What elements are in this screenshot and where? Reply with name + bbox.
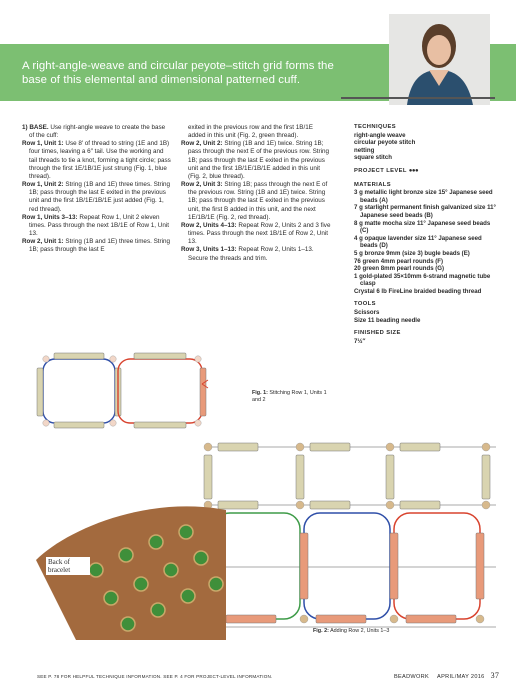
technique-item: square stitch (354, 154, 392, 162)
material-item: 20 green 8mm pearl rounds (G) (354, 265, 445, 273)
material-item: 76 green 4mm pearl rounds (F) (354, 257, 444, 265)
material-item: 5 g bronze 9mm (size 3) bugle beads (E) (354, 249, 470, 257)
step-row2-unit3: Row 2, Unit 3: String 1B; pass through the next E of the previous row. String (1B and 1E) twice. String 1B; pass through the last E exited in the previous unit, the first B added in this unit, and the next 1E/1B/1E (Fig. 2, red thread). (181, 181, 328, 221)
fig1-diagram (34, 350, 214, 430)
finished-size-value: 7½″ (354, 337, 366, 345)
step-row1-unit1: Row 1, Unit 1: Use 8′ of thread to string (1E and 1B) four times, leaving a 6″ tail. Use the working and tail threads to tie a knot, forming a tight circle; pass through the first 1E/1B/1E just strung (Fig. 1, blue thread). (22, 140, 171, 180)
sidebar-rule (341, 97, 495, 99)
tool-item: Scissors (354, 309, 380, 317)
tools-heading: TOOLS (354, 301, 376, 308)
photo-label: Back of bracelet (46, 557, 90, 575)
designer-photo (389, 14, 490, 105)
issue-date: APRIL/MAY 2016 (437, 674, 485, 680)
step-row2-units4-13: Row 2, Units 4–13: Repeat Row 2, Units 2 and 3 five times. Pass through the next 1B/1E of Row 2, Unit 13. (181, 221, 331, 246)
material-item: 1 gold-plated 35×10mm 6-strand magnetic tube clasp (354, 272, 491, 288)
footer-note: SEE P. 78 FOR HELPFUL TECHNIQUE INFORMATION. SEE P. 4 FOR PROJECT-LEVEL INFORMATION. (37, 674, 273, 679)
project-sidebar (354, 124, 496, 345)
step-row3: Row 3, Units 1–13: Repeat Row 2, Units 1–13. Secure the threads and trim. (181, 246, 314, 262)
fig1-caption: Fig. 1: Stitching Row 1, Units 1 and 2 (252, 390, 327, 403)
tool-item: Size 11 beading needle (354, 316, 421, 324)
technique-item: circular peyote stitch (354, 139, 416, 147)
step-row1-units3-13: Row 1, Units 3–13: Repeat Row 1, Unit 2 eleven times. Pass through the next 1B/1E of Row 1, Unit 13. (22, 213, 170, 238)
page-number: 37 (490, 671, 500, 680)
material-item: 8 g matte mocha size 11° Japanese seed beads (C) (354, 219, 491, 235)
fig2-caption: Fig. 2: Adding Row 2, Units 1–3 (313, 628, 390, 634)
project-level: PROJECT LEVEL ●●● (354, 167, 419, 174)
step-row2-unit1-cont: exited in the previous row and the first 1B/1E added in this unit (Fig. 2, green thread). (188, 124, 313, 140)
step-base: 1) BASE. Use right-angle weave to create the base of the cuff: (22, 124, 166, 140)
step-row2-unit1: Row 2, Unit 1: String (1B and 1E) three times. String 1B; pass through the last E (22, 238, 171, 254)
techniques-heading: TECHNIQUES (354, 124, 397, 130)
instructions-column-1 (22, 124, 172, 255)
materials-heading: MATERIALS (354, 181, 391, 188)
material-item: 7 g starlight permanent finish galvanized size 11° Japanese seed beads (B) (354, 204, 496, 219)
project-level-dots: ●●● (408, 167, 419, 174)
material-item: 3 g metallic light bronze size 15° Japanese seed beads (A) (354, 189, 493, 204)
material-item: Crystal 6 lb FireLine braided beading thread (354, 287, 482, 295)
fig2-diagram (200, 437, 502, 637)
instructions-column-2 (181, 124, 331, 263)
footer-folio (394, 671, 499, 680)
technique-item: right-angle weave (354, 131, 406, 139)
step-row1-unit2: Row 1, Unit 2: String (1B and 1E) three times. String 1B; pass through the last E exited in the previous unit and the first 1B/1E/1B/1E just added (Fig. 1, red thread). (22, 181, 171, 213)
step-row2-unit2: Row 2, Unit 2: String (1B and 1E) twice. String 1B; pass through the next E of the previous row. String 1B; pass through the last E exited in the previous unit and the first 1B/1E/1B/1E added in this unit (Fig. 2, blue thread). (181, 140, 330, 180)
technique-item: netting (354, 146, 375, 154)
material-item: 4 g opaque lavender size 11° Japanese seed beads (D) (354, 234, 482, 250)
finished-size-heading: FINISHED SIZE (354, 330, 401, 337)
banner-text: A right-angle-weave and circular peyote–stitch grid forms the base of this elemental and dimensional patterned cuff. (22, 60, 334, 86)
magazine-name: BEADWORK (394, 674, 430, 680)
